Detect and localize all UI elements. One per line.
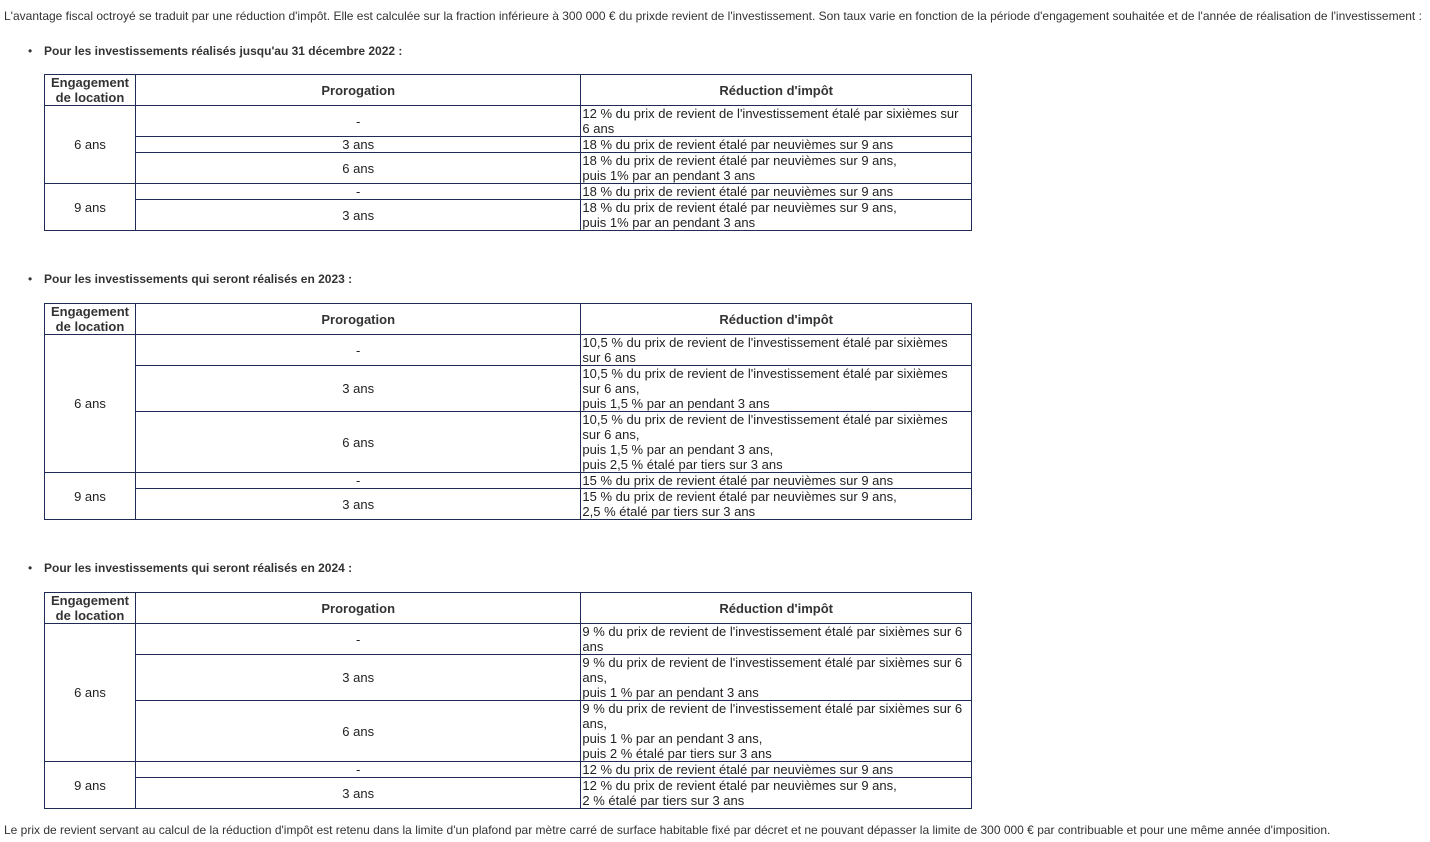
- reduction-line: ans: [582, 639, 604, 654]
- prorogation-cell: 3 ans: [135, 655, 580, 701]
- header-reduction: Réduction d'impôt: [581, 593, 972, 624]
- header-engagement-line: Engagement: [50, 75, 129, 90]
- header-engagement: [45, 75, 136, 106]
- table-row: [45, 489, 972, 520]
- table-row: [45, 366, 972, 412]
- header-prorogation: Prorogation: [135, 593, 580, 624]
- prorogation-cell: -: [135, 106, 580, 137]
- section-title: [28, 272, 352, 286]
- table-row: [45, 184, 972, 200]
- reduction-table: [44, 74, 972, 231]
- engagement-cell: 6 ans: [45, 106, 136, 184]
- table-row: [45, 778, 972, 809]
- reduction-line: ans,: [582, 716, 607, 731]
- reduction-cell: [581, 489, 972, 520]
- reduction-line: 2,5 % étalé par tiers sur 3 ans: [582, 504, 756, 519]
- header-engagement-line: de location: [55, 90, 125, 105]
- reduction-line: 10,5 % du prix de revient de l'investissement étalé par sixièmes: [582, 412, 948, 427]
- reduction-line: 18 % du prix de revient étalé par neuvièmes sur 9 ans,: [582, 200, 897, 215]
- reduction-line: puis 1 % par an pendant 3 ans,: [582, 731, 763, 746]
- bullet-icon: •: [28, 272, 33, 286]
- table-row: [45, 624, 972, 655]
- prorogation-cell: 6 ans: [135, 412, 580, 473]
- reduction-line: puis 2 % étalé par tiers sur 3 ans: [582, 746, 772, 761]
- reduction-line: 10,5 % du prix de revient de l'investissement étalé par sixièmes: [582, 335, 948, 350]
- reduction-table: [44, 592, 972, 809]
- header-reduction: Réduction d'impôt: [581, 304, 972, 335]
- header-reduction: Réduction d'impôt: [581, 75, 972, 106]
- prorogation-cell: -: [135, 184, 580, 200]
- reduction-line: 15 % du prix de revient étalé par neuvièmes sur 9 ans,: [582, 489, 897, 504]
- reduction-line: puis 1,5 % par an pendant 3 ans: [582, 396, 770, 411]
- section-title-text: Pour les investissements qui seront réalisés en 2024 :: [44, 561, 353, 575]
- prorogation-cell: 3 ans: [135, 137, 580, 153]
- header-prorogation: Prorogation: [135, 304, 580, 335]
- header-engagement-line: de location: [55, 319, 125, 334]
- prorogation-cell: 3 ans: [135, 200, 580, 231]
- section-title-text: Pour les investissements réalisés jusqu'au 31 décembre 2022 :: [44, 44, 403, 58]
- reduction-line: 6 ans: [582, 121, 615, 136]
- header-engagement-line: Engagement: [50, 593, 129, 608]
- table-row: [45, 335, 972, 366]
- reduction-cell: [581, 655, 972, 701]
- reduction-cell: [581, 137, 972, 153]
- reduction-cell: [581, 778, 972, 809]
- reduction-line: 9 % du prix de revient de l'investissement étalé par sixièmes sur 6: [582, 624, 963, 639]
- table-header-row: [45, 593, 972, 624]
- outro-paragraph: Le prix de revient servant au calcul de la réduction d'impôt est retenu dans la limite d'un plafond par mètre carré de surface habitable fixé par décret et ne pouvant dépasser la limite de 300 000 € par contribuable et pour une même année d'imposition.: [4, 823, 1331, 837]
- engagement-cell: 9 ans: [45, 184, 136, 231]
- bullet-icon: •: [28, 561, 33, 575]
- bullet-icon: •: [28, 44, 33, 58]
- table-header-row: [45, 304, 972, 335]
- reduction-line: 18 % du prix de revient étalé par neuvièmes sur 9 ans,: [582, 153, 897, 168]
- reduction-line: puis 2,5 % étalé par tiers sur 3 ans: [582, 457, 783, 472]
- reduction-line: 2 % étalé par tiers sur 3 ans: [582, 793, 745, 808]
- table-header-row: [45, 75, 972, 106]
- prorogation-cell: 3 ans: [135, 366, 580, 412]
- prorogation-cell: 6 ans: [135, 701, 580, 762]
- reduction-line: 18 % du prix de revient étalé par neuvièmes sur 9 ans: [582, 184, 894, 199]
- reduction-line: puis 1% par an pendant 3 ans: [582, 215, 756, 230]
- prorogation-cell: 3 ans: [135, 489, 580, 520]
- reduction-line: ans,: [582, 670, 607, 685]
- reduction-cell: [581, 473, 972, 489]
- engagement-cell: 6 ans: [45, 335, 136, 473]
- reduction-line: 12 % du prix de revient étalé par neuvièmes sur 9 ans: [582, 762, 894, 777]
- reduction-line: puis 1 % par an pendant 3 ans: [582, 685, 759, 700]
- reduction-cell: [581, 701, 972, 762]
- table-row: [45, 701, 972, 762]
- table-row: [45, 106, 972, 137]
- reduction-cell: [581, 200, 972, 231]
- reduction-line: 10,5 % du prix de revient de l'investissement étalé par sixièmes: [582, 366, 948, 381]
- reduction-line: sur 6 ans: [582, 350, 636, 365]
- prorogation-cell: -: [135, 473, 580, 489]
- header-engagement-line: Engagement: [50, 304, 129, 319]
- reduction-cell: [581, 184, 972, 200]
- engagement-cell: 9 ans: [45, 473, 136, 520]
- table-row: [45, 200, 972, 231]
- intro-paragraph: L'avantage fiscal octroyé se traduit par une réduction d'impôt. Elle est calculée sur la fraction inférieure à 300 000 € du prixde revient de l'investissement. Son taux varie en fonction de la période d'engagement souhaitée et de l'année de réalisation de l'investissement :: [4, 9, 1422, 23]
- prorogation-cell: -: [135, 762, 580, 778]
- reduction-line: 15 % du prix de revient étalé par neuvièmes sur 9 ans: [582, 473, 894, 488]
- table-row: [45, 153, 972, 184]
- header-prorogation: Prorogation: [135, 75, 580, 106]
- table-row: [45, 762, 972, 778]
- reduction-cell: [581, 412, 972, 473]
- reduction-table: [44, 303, 972, 520]
- header-engagement: [45, 593, 136, 624]
- reduction-line: sur 6 ans,: [582, 427, 640, 442]
- table-row: [45, 137, 972, 153]
- reduction-line: puis 1,5 % par an pendant 3 ans,: [582, 442, 774, 457]
- section-title-text: Pour les investissements qui seront réalisés en 2023 :: [44, 272, 353, 286]
- prorogation-cell: -: [135, 335, 580, 366]
- reduction-line: 12 % du prix de revient de l'investissement étalé par sixièmes sur: [582, 106, 959, 121]
- reduction-cell: [581, 106, 972, 137]
- reduction-cell: [581, 624, 972, 655]
- table-row: [45, 473, 972, 489]
- engagement-cell: 9 ans: [45, 762, 136, 809]
- section-title: [28, 561, 352, 575]
- reduction-cell: [581, 762, 972, 778]
- reduction-line: sur 6 ans,: [582, 381, 640, 396]
- reduction-line: 18 % du prix de revient étalé par neuvièmes sur 9 ans: [582, 137, 894, 152]
- reduction-cell: [581, 366, 972, 412]
- prorogation-cell: 3 ans: [135, 778, 580, 809]
- prorogation-cell: -: [135, 624, 580, 655]
- header-engagement-line: de location: [55, 608, 125, 623]
- table-row: [45, 655, 972, 701]
- section-title: [28, 44, 402, 58]
- reduction-cell: [581, 335, 972, 366]
- prorogation-cell: 6 ans: [135, 153, 580, 184]
- reduction-cell: [581, 153, 972, 184]
- header-engagement: [45, 304, 136, 335]
- reduction-line: 12 % du prix de revient étalé par neuvièmes sur 9 ans,: [582, 778, 897, 793]
- reduction-line: 9 % du prix de revient de l'investissement étalé par sixièmes sur 6: [582, 655, 963, 670]
- reduction-line: puis 1% par an pendant 3 ans: [582, 168, 756, 183]
- table-row: [45, 412, 972, 473]
- reduction-line: 9 % du prix de revient de l'investissement étalé par sixièmes sur 6: [582, 701, 963, 716]
- engagement-cell: 6 ans: [45, 624, 136, 762]
